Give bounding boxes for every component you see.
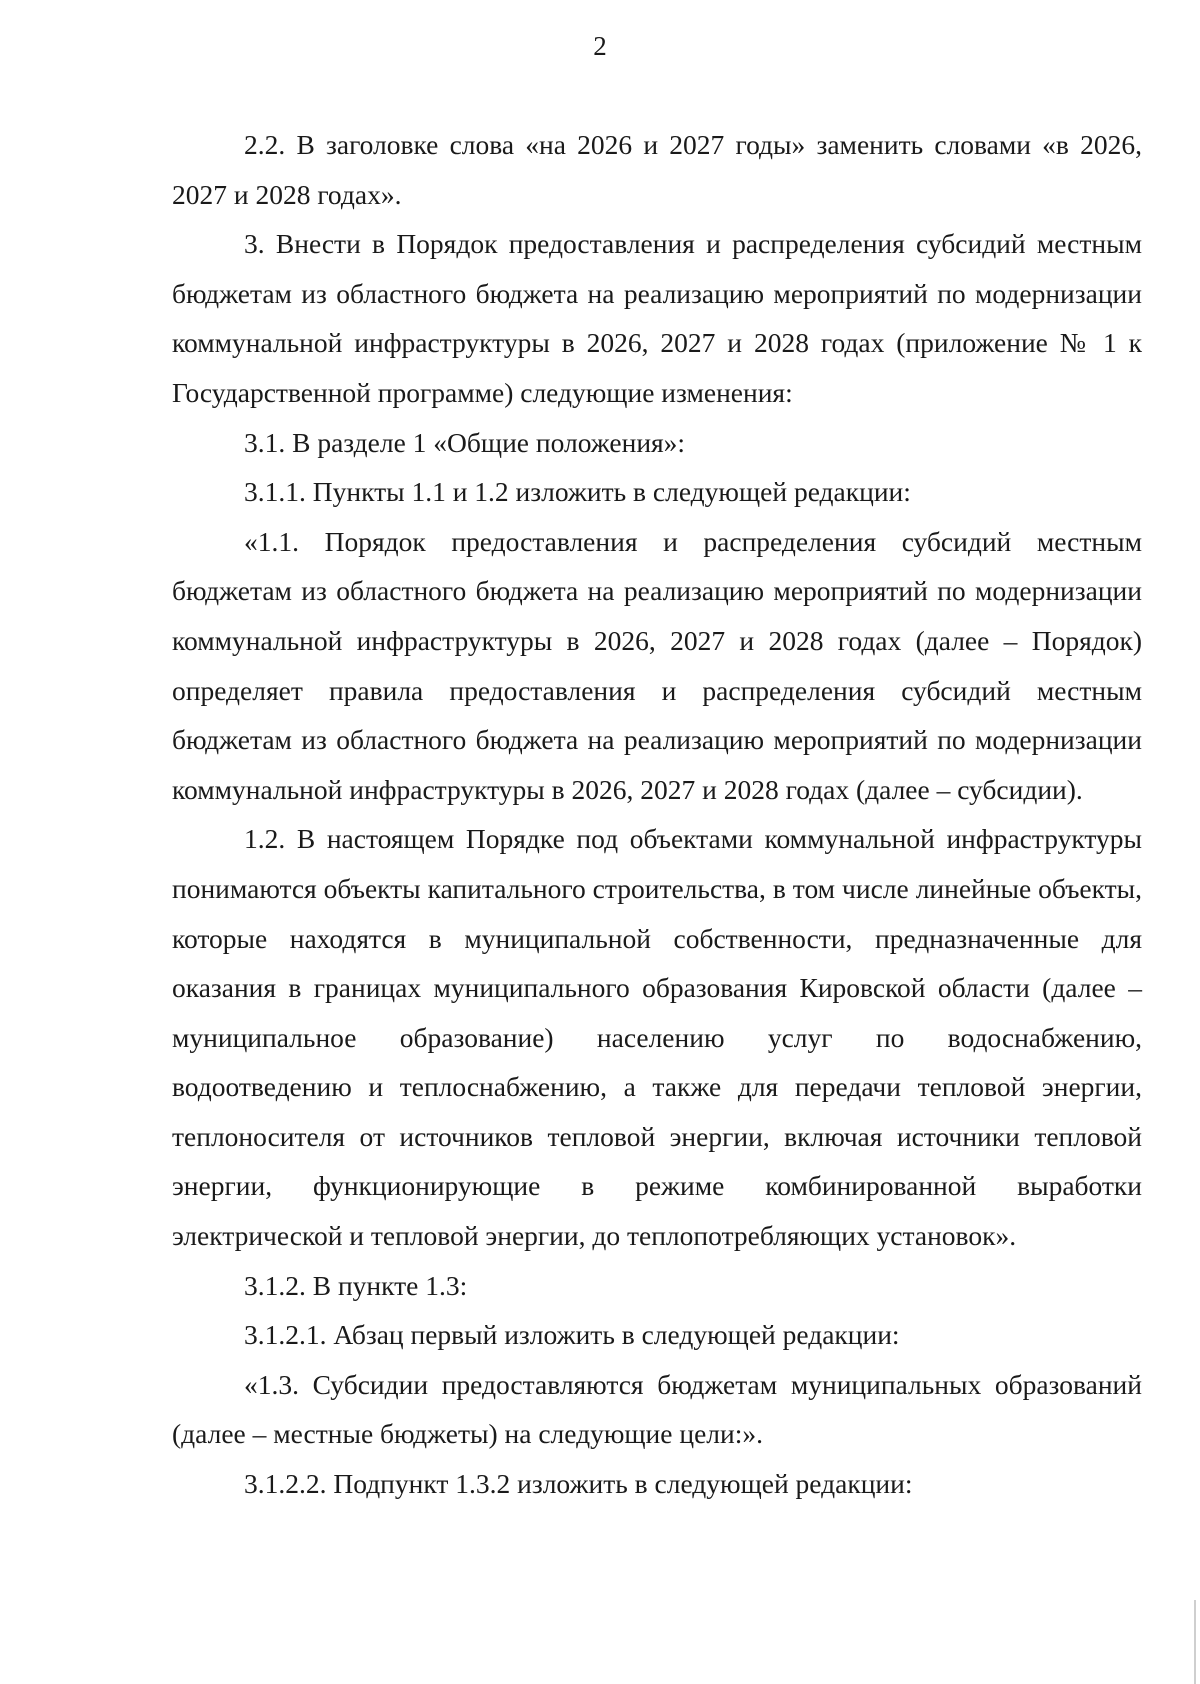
paragraph-1-3-quote: «1.3. Субсидии предоставляются бюджетам муниципальных образований (далее – местные бюджеты) на следующие цели:». [172,1368,1142,1450]
paragraph-3-1-2-1: 3.1.2.1. Абзац первый изложить в следующей редакции: [244,1319,900,1351]
paragraph-3-1-2: 3.1.2. В пункте 1.3: [244,1269,468,1301]
scan-edge-mark [1194,1600,1196,1684]
document-body [172,120,1142,1509]
paragraph-3-1-1: 3.1.1. Пункты 1.1 и 1.2 изложить в следующей редакции: [244,476,911,508]
paragraph-2-2: 2.2. В заголовке слова «на 2026 и 2027 годы» заменить словами «в 2026, 2027 и 2028 годах». [172,129,1142,210]
paragraph-3-1-2-2: 3.1.2.2. Подпункт 1.3.2 изложить в следующей редакции: [244,1468,913,1500]
paragraph-1-2: 1.2. В настоящем Порядке под объектами коммунальной инфраструктуры понимаются объекты капитального строительства, в том числе линейные объекты, которые находятся в муниципальной собственности, предназначенные для оказания в границах муниципального образования Кировской области (далее – муниципальное образование) населению услуг по водоснабжению, водоотведению и теплоснабжению, а также для передачи тепловой энергии, теплоносителя от источников тепловой энергии, включая источники тепловой энергии, функционирующие в режиме комбинированной выработки электрической и тепловой энергии, до теплопотребляющих установок». [172,823,1142,1252]
paragraph-1-1-quote: «1.1. Порядок предоставления и распределения субсидий местным бюджетам из областного бюджета на реализацию мероприятий по модернизации коммунальной инфраструктуры в 2026, 2027 и 2028 годах (далее – Порядок) определяет правила предоставления и распределения субсидий местным бюджетам из областного бюджета на реализацию мероприятий по модернизации коммунальной инфраструктуры в 2026, 2027 и 2028 годах (далее – субсидии). [172,525,1142,805]
paragraph-3: 3. Внести в Порядок предоставления и распределения субсидий местным бюджетам из областного бюджета на реализацию мероприятий по модернизации коммунальной инфраструктуры в 2026, 2027 и 2028 годах (приложение № 1 к Государственной программе) следующие изменения: [172,228,1142,408]
page-number: 2 [593,31,607,61]
paragraph-3-1: 3.1. В разделе 1 «Общие положения»: [244,426,686,458]
